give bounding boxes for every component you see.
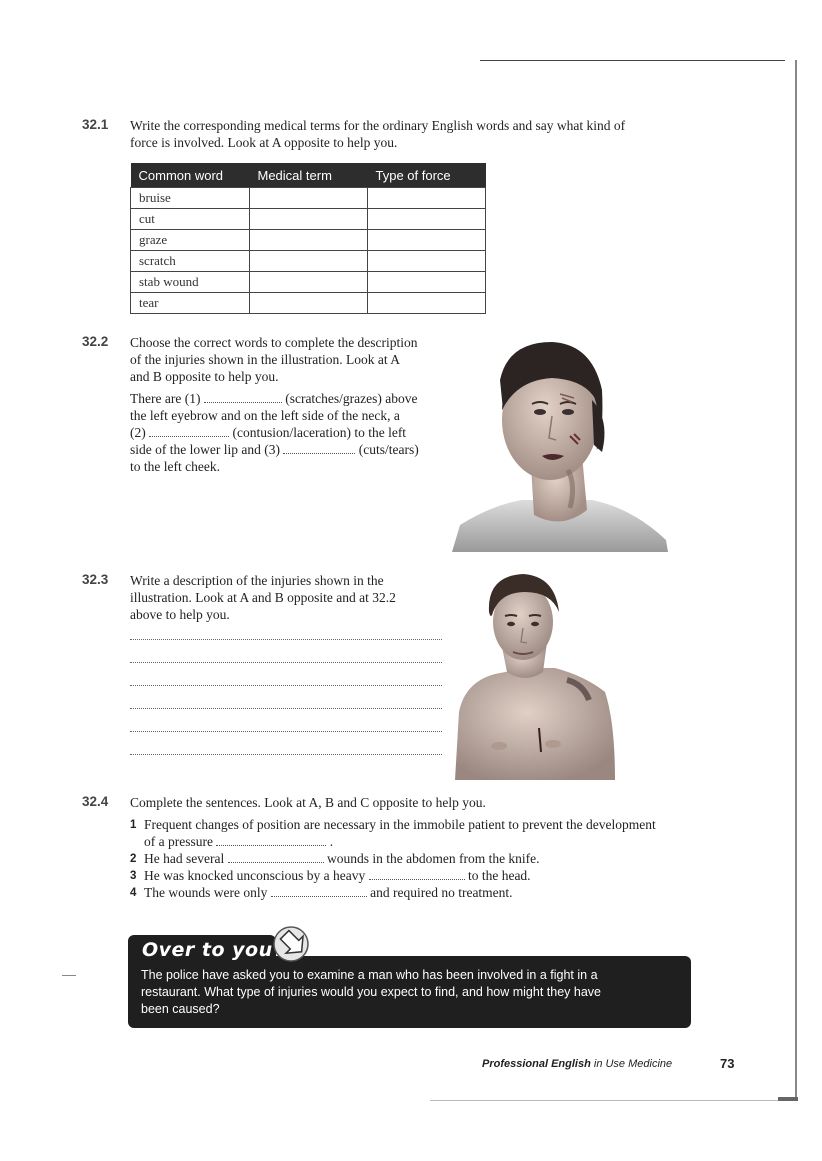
blank-s2[interactable] (228, 852, 324, 863)
common-word-cell: tear (131, 293, 250, 314)
over-to-you-line: The police have asked you to examine a man who has been involved in a fight in a (141, 968, 598, 982)
header-medical-term: Medical term (250, 163, 368, 188)
instruction-line: and B opposite to help you. (130, 369, 279, 384)
blank-s3[interactable] (369, 869, 465, 880)
answer-line[interactable] (130, 753, 442, 755)
instruction-line: illustration. Look at A and B opposite and at 32.2 (130, 590, 396, 605)
exercise-32-4-sentences (130, 816, 656, 901)
page-edge-right (795, 60, 797, 1100)
arrow-icon (270, 924, 312, 964)
sentence-text: . (329, 834, 334, 849)
medical-term-cell[interactable] (250, 293, 368, 314)
exercise-32-2-passage (130, 390, 450, 475)
sentence-1 (130, 816, 656, 850)
medical-term-cell[interactable] (250, 188, 368, 209)
passage-text: (2) (130, 425, 146, 440)
sentence-2 (130, 850, 656, 867)
blank-s4[interactable] (271, 886, 367, 897)
instruction-line: Write the corresponding medical terms for the ordinary English words and say what kind of (130, 118, 626, 133)
passage-text: There are (1) (130, 391, 201, 406)
over-to-you-text (141, 967, 661, 1018)
common-word-cell: cut (131, 209, 250, 230)
blank-s1[interactable] (216, 835, 326, 846)
exercise-number-32-2: 32.2 (82, 334, 109, 349)
sentence-text: He had several (144, 851, 225, 866)
sentence-text: to the head. (467, 868, 531, 883)
type-of-force-cell[interactable] (368, 230, 486, 251)
medical-term-cell[interactable] (250, 209, 368, 230)
margin-tick (62, 975, 76, 976)
passage-text: side of the lower lip and (3) (130, 442, 280, 457)
table-row (131, 230, 486, 251)
answer-line[interactable] (130, 684, 442, 686)
table-row (131, 209, 486, 230)
table-row (131, 293, 486, 314)
sentence-text: The wounds were only (144, 885, 268, 900)
exercise-32-3-instruction (130, 572, 450, 623)
exercise-32-4-instruction: Complete the sentences. Look at A, B and C opposite to help you. (130, 795, 486, 810)
header-common-word: Common word (131, 163, 250, 188)
book-title (482, 1058, 672, 1070)
medical-term-cell[interactable] (250, 272, 368, 293)
passage-text: (scratches/grazes) above (285, 391, 418, 406)
type-of-force-cell[interactable] (368, 251, 486, 272)
blank-2[interactable] (149, 426, 229, 437)
table-row (131, 188, 486, 209)
over-to-you-title: Over to you (142, 939, 273, 961)
exercise-32-2-instruction (130, 334, 450, 385)
page-corner-mark (778, 1097, 798, 1101)
blank-1[interactable] (204, 392, 282, 403)
common-word-cell: stab wound (131, 272, 250, 293)
sentence-text: of a pressure (144, 834, 213, 849)
page-number: 73 (720, 1056, 735, 1071)
sentence-3 (130, 867, 656, 884)
passage-text: the left eyebrow and on the left side of the neck, a (130, 408, 400, 423)
sentence-number: 4 (130, 887, 137, 899)
over-to-you-line: restaurant. What type of injuries would you expect to find, and how might they have (141, 985, 601, 999)
common-word-cell: scratch (131, 251, 250, 272)
type-of-force-cell[interactable] (368, 293, 486, 314)
sentence-text: wounds in the abdomen from the knife. (326, 851, 540, 866)
over-to-you-line: been caused? (141, 1002, 220, 1016)
page-edge-bottom (430, 1100, 790, 1101)
sentence-text: He was knocked unconscious by a heavy (144, 868, 366, 883)
instruction-line: Write a description of the injuries shown in the (130, 573, 384, 588)
medical-term-cell[interactable] (250, 230, 368, 251)
exercise-32-1-instruction (130, 117, 625, 151)
sentence-text: and required no treatment. (370, 885, 513, 900)
answer-line[interactable] (130, 638, 442, 640)
woman-injuries-illustration (452, 340, 668, 552)
sentence-number: 2 (130, 853, 137, 865)
exercise-number-32-4: 32.4 (82, 794, 109, 809)
passage-text: (cuts/tears) (358, 442, 419, 457)
type-of-force-cell[interactable] (368, 272, 486, 293)
answer-line[interactable] (130, 730, 442, 732)
type-of-force-cell[interactable] (368, 209, 486, 230)
instruction-line: force is involved. Look at A opposite to help you. (130, 135, 398, 150)
type-of-force-cell[interactable] (368, 188, 486, 209)
table-row (131, 251, 486, 272)
instruction-line: of the injuries shown in the illustration. Look at A (130, 352, 400, 367)
page-edge-top (480, 60, 785, 61)
passage-text: to the left cheek. (130, 459, 220, 474)
header-type-of-force: Type of force (368, 163, 486, 188)
book-title-bold: Professional English (482, 1058, 591, 1070)
common-word-cell: graze (131, 230, 250, 251)
sentence-text: Frequent changes of position are necessary in the immobile patient to prevent the development (144, 817, 656, 832)
sentence-number: 1 (130, 819, 137, 831)
man-injuries-illustration (455, 572, 617, 780)
exercise-number-32-3: 32.3 (82, 572, 109, 587)
exercise-number-32-1: 32.1 (82, 117, 109, 132)
medical-term-cell[interactable] (250, 251, 368, 272)
instruction-line: above to help you. (130, 607, 230, 622)
medical-terms-table (130, 163, 486, 314)
table-row (131, 272, 486, 293)
instruction-line: Choose the correct words to complete the description (130, 335, 418, 350)
book-title-rest: in Use Medicine (590, 1058, 673, 1070)
sentence-4 (130, 884, 656, 901)
blank-3[interactable] (283, 443, 355, 454)
passage-text: (contusion/laceration) to the left (232, 425, 407, 440)
answer-line[interactable] (130, 661, 442, 663)
sentence-number: 3 (130, 870, 137, 882)
answer-line[interactable] (130, 707, 442, 709)
common-word-cell: bruise (131, 188, 250, 209)
